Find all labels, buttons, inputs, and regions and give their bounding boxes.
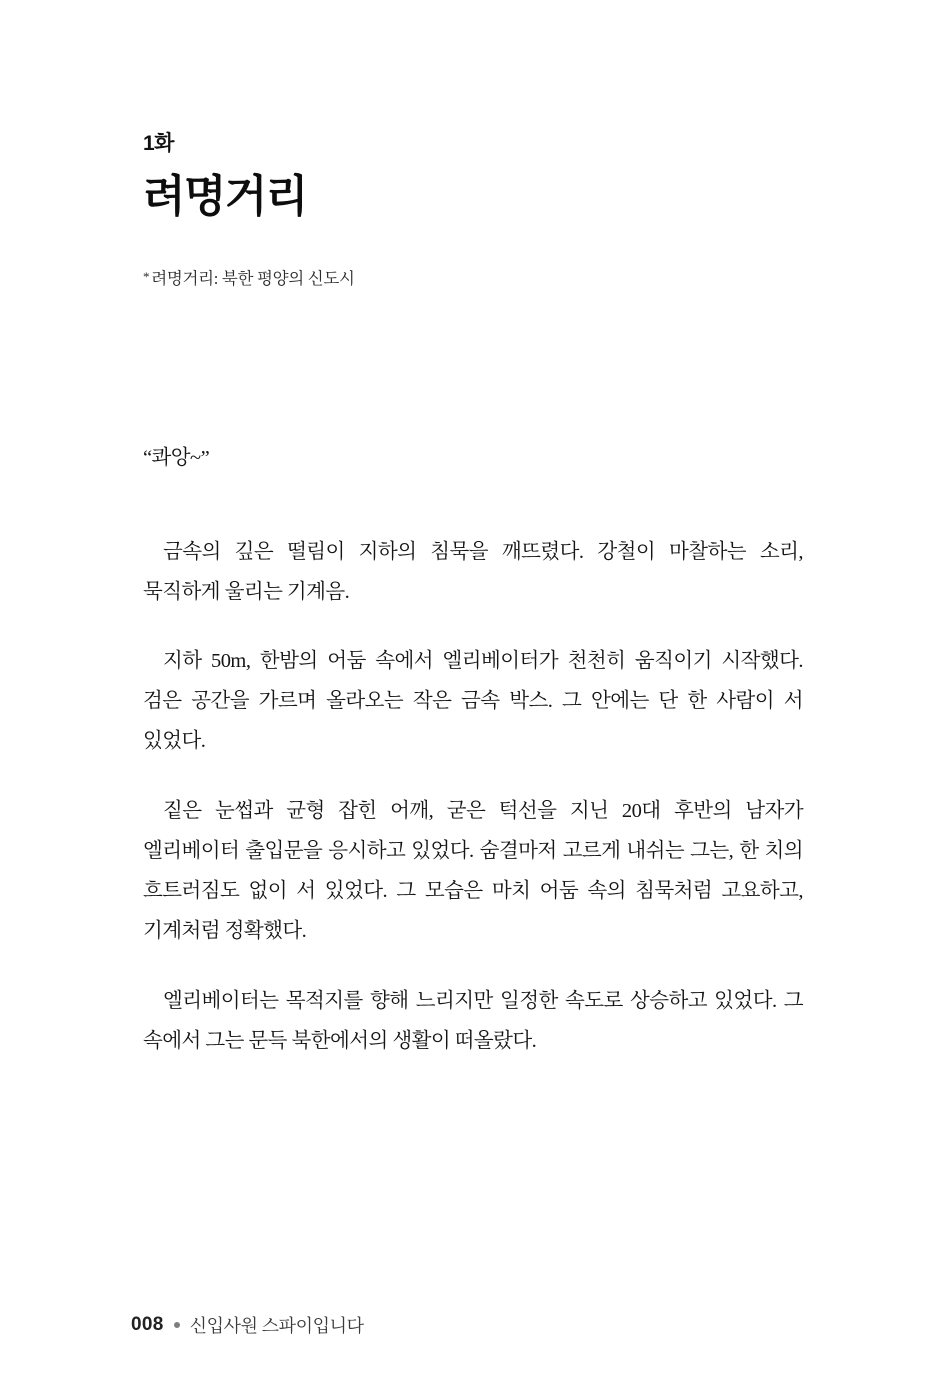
page-number: 008 [131, 1314, 164, 1335]
footnote-marker: * [143, 269, 150, 285]
paragraph: 지하 50m, 한밤의 어둠 속에서 엘리베이터가 천천히 움직이기 시작했다. 검은 공간을 가르며 올라오는 작은 금속 박스. 그 안에는 단 한 사람이 서 있었다. [143, 650, 803, 753]
chapter-title: 려명거리 [143, 172, 307, 222]
paragraph: 짙은 눈썹과 균형 잡힌 어깨, 굳은 턱선을 지닌 20대 후반의 남자가 엘리베이터 출입문을 응시하고 있었다. 숨결마저 고르게 내쉬는 그는, 한 치의 흐트러짐도 없이 서 있었다. 그 모습은 마치 어둠 속의 침묵처럼 고요하고, 기계처럼 정확했다. [143, 800, 803, 943]
chapter-number: 1화 [143, 132, 174, 155]
bullet-icon [174, 1322, 180, 1328]
paragraph-dialogue: “콰앙~” [143, 446, 210, 469]
body-text [143, 439, 803, 1063]
page-footer [131, 1312, 364, 1338]
footnote [143, 267, 803, 290]
paragraph: 엘리베이터는 목적지를 향해 느리지만 일정한 속도로 상승하고 있었다. 그 속에서 그는 문득 북한에서의 생활이 떠올랐다. [143, 990, 803, 1053]
footnote-text: 려명거리: 북한 평양의 신도시 [151, 269, 355, 289]
paragraph: 금속의 깊은 떨림이 지하의 침묵을 깨뜨렸다. 강철이 마찰하는 소리, 묵직하게 울리는 기계음. [143, 540, 803, 603]
book-title: 신입사원 스파이입니다 [189, 1316, 364, 1336]
page-content [143, 132, 803, 1092]
